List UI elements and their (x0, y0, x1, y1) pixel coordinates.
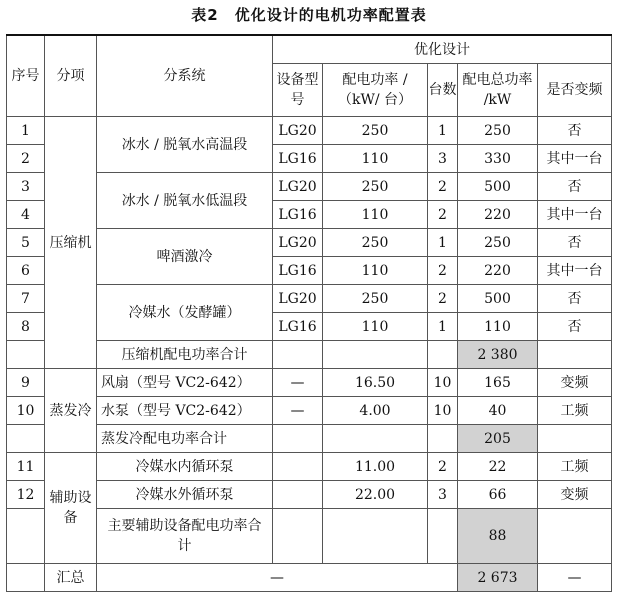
empty-cell (273, 425, 323, 453)
row-no: 12 (7, 481, 45, 509)
row-model: — (273, 369, 323, 397)
row-name: 水泵（型号 VC2-642） (97, 397, 273, 425)
header-seq: 序号 (7, 35, 45, 117)
empty-cell (538, 425, 612, 453)
group-total: 汇总 (45, 564, 97, 592)
subsystem-4: 冷媒水（发酵罐） (97, 285, 273, 341)
table-title: 表2 优化设计的电机功率配置表 (191, 6, 427, 24)
row-total: 250 (458, 229, 538, 257)
empty-cell (428, 509, 458, 564)
row-no: 10 (7, 397, 45, 425)
row-no: 6 (7, 257, 45, 285)
row-model: LG20 (273, 173, 323, 201)
empty-cell (538, 509, 612, 564)
grand-total-row (7, 564, 612, 592)
row-power: 250 (323, 229, 428, 257)
table-row (7, 397, 612, 425)
row-no: 3 (7, 173, 45, 201)
header-power-each: 配电功率 /（kW/ 台） (323, 64, 428, 117)
row-power: 110 (323, 145, 428, 173)
grand-total-dash: — (97, 564, 458, 592)
row-name: 冷媒水内循环泵 (97, 453, 273, 481)
row-power: 250 (323, 173, 428, 201)
row-total: 500 (458, 285, 538, 313)
grand-total-value: 2 673 (458, 564, 538, 592)
row-no: 5 (7, 229, 45, 257)
row-power: 250 (323, 285, 428, 313)
row-total: 220 (458, 201, 538, 229)
row-no: 2 (7, 145, 45, 173)
table-row (7, 369, 612, 397)
table-row (7, 453, 612, 481)
table-row (7, 481, 612, 509)
grand-total-dash-2: — (538, 564, 612, 592)
row-vfd: 否 (538, 229, 612, 257)
subsystem-3: 啤酒激冷 (97, 229, 273, 285)
row-vfd: 变频 (538, 481, 612, 509)
row-power: 110 (323, 201, 428, 229)
row-no: 1 (7, 117, 45, 145)
table-row (7, 285, 612, 313)
empty-cell (323, 341, 428, 369)
header-vfd: 是否变频 (538, 64, 612, 117)
row-name: 冷媒水外循环泵 (97, 481, 273, 509)
evap-subtotal-row (7, 425, 612, 453)
row-count: 3 (428, 145, 458, 173)
header-model: 设备型号 (273, 64, 323, 117)
row-model: LG20 (273, 117, 323, 145)
row-count: 2 (428, 257, 458, 285)
row-count: 2 (428, 201, 458, 229)
subsystem-2: 冰水 / 脱氧水低温段 (97, 173, 273, 229)
row-model: LG16 (273, 201, 323, 229)
row-power: 110 (323, 313, 428, 341)
row-model: LG16 (273, 257, 323, 285)
empty-cell (428, 425, 458, 453)
row-total: 500 (458, 173, 538, 201)
row-total: 330 (458, 145, 538, 173)
row-count: 10 (428, 369, 458, 397)
empty-cell (273, 341, 323, 369)
row-count: 1 (428, 117, 458, 145)
row-name: 风扇（型号 VC2-642） (97, 369, 273, 397)
row-total: 22 (458, 453, 538, 481)
row-model: — (273, 397, 323, 425)
empty-cell (7, 509, 45, 564)
row-total: 165 (458, 369, 538, 397)
empty-cell (7, 341, 45, 369)
row-power: 11.00 (323, 453, 428, 481)
row-model: LG20 (273, 285, 323, 313)
row-count: 10 (428, 397, 458, 425)
subtotal-label: 主要辅助设备配电功率合计 (97, 509, 273, 564)
empty-cell (323, 509, 428, 564)
row-vfd: 否 (538, 313, 612, 341)
row-count: 2 (428, 285, 458, 313)
row-no: 4 (7, 201, 45, 229)
row-count: 1 (428, 313, 458, 341)
row-power: 16.50 (323, 369, 428, 397)
header-subsystem: 分系统 (97, 35, 273, 117)
row-count: 2 (428, 453, 458, 481)
empty-cell (323, 425, 428, 453)
group-compressor: 压缩机 (45, 117, 97, 369)
row-no: 11 (7, 453, 45, 481)
header-count: 台数 (428, 64, 458, 117)
row-no: 9 (7, 369, 45, 397)
group-aux: 辅助设备 (45, 453, 97, 564)
row-model: LG20 (273, 229, 323, 257)
subtotal-label: 蒸发冷配电功率合计 (97, 425, 273, 453)
empty-cell (273, 509, 323, 564)
row-power: 110 (323, 257, 428, 285)
empty-cell (7, 564, 45, 592)
group-evap: 蒸发冷 (45, 369, 97, 453)
header-optimized: 优化设计 (273, 35, 612, 64)
empty-cell (273, 453, 323, 481)
row-total: 110 (458, 313, 538, 341)
row-vfd: 否 (538, 173, 612, 201)
header-category: 分项 (45, 35, 97, 117)
row-vfd: 工频 (538, 397, 612, 425)
row-power: 250 (323, 117, 428, 145)
row-total: 220 (458, 257, 538, 285)
empty-cell (273, 481, 323, 509)
compressor-subtotal-row (7, 341, 612, 369)
row-no: 7 (7, 285, 45, 313)
row-model: LG16 (273, 145, 323, 173)
row-vfd: 变频 (538, 369, 612, 397)
row-vfd: 否 (538, 117, 612, 145)
row-vfd: 其中一台 (538, 257, 612, 285)
motor-power-table (6, 34, 612, 592)
row-vfd: 其中一台 (538, 201, 612, 229)
row-vfd: 其中一台 (538, 145, 612, 173)
table-row (7, 173, 612, 201)
subsystem-1: 冰水 / 脱氧水高温段 (97, 117, 273, 173)
row-model: LG16 (273, 313, 323, 341)
empty-cell (7, 425, 45, 453)
row-vfd: 否 (538, 285, 612, 313)
subtotal-value: 88 (458, 509, 538, 564)
row-vfd: 工频 (538, 453, 612, 481)
row-count: 2 (428, 173, 458, 201)
header-power-total: 配电总功率 /kW (458, 64, 538, 117)
row-no: 8 (7, 313, 45, 341)
table-row (7, 229, 612, 257)
row-power: 22.00 (323, 481, 428, 509)
table-row (7, 117, 612, 145)
row-count: 1 (428, 229, 458, 257)
row-total: 66 (458, 481, 538, 509)
aux-subtotal-row (7, 509, 612, 564)
subtotal-value: 2 380 (458, 341, 538, 369)
row-total: 40 (458, 397, 538, 425)
row-total: 250 (458, 117, 538, 145)
subtotal-value: 205 (458, 425, 538, 453)
empty-cell (538, 341, 612, 369)
row-count: 3 (428, 481, 458, 509)
row-power: 4.00 (323, 397, 428, 425)
empty-cell (428, 341, 458, 369)
subtotal-label: 压缩机配电功率合计 (97, 341, 273, 369)
